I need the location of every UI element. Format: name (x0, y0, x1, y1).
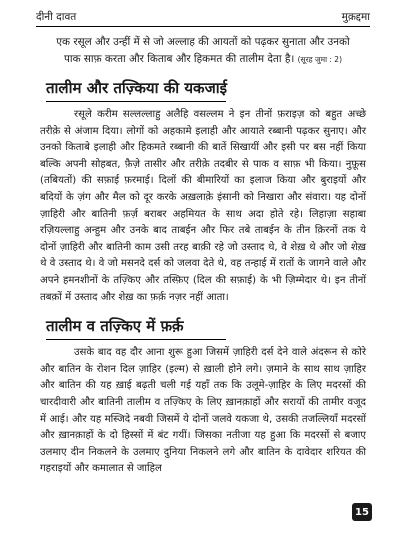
page-number: 15 (355, 506, 369, 518)
page-number-badge (352, 503, 372, 521)
header-chapter-title: मुक़द्दमा (341, 11, 370, 23)
section-title-1-underline (46, 101, 226, 102)
page-header (36, 8, 370, 27)
section-title-1 (40, 78, 366, 102)
section-title-2-text: तालीम व तज़्किए में फ़र्क़ (46, 317, 184, 336)
section-title-2-underline (46, 339, 226, 340)
quote-reference: (सूरह जुमा : 2) (297, 55, 343, 64)
quran-quote (40, 34, 366, 68)
quote-text: एक रसूल और उन्हीं में से जो अल्लाह की आयतों को पढ़कर सुनाता और उनको पाक साफ़ करता और किताब और हिकमत की तालीम देता है। (56, 36, 350, 65)
page-content (40, 34, 366, 478)
section-title-1-text: तालीम और तज़्किया की यकजाई (46, 79, 227, 97)
section-1-paragraph: रसूले करीम सल्लल्लाहु अलैहि वसल्लम ने इन तीनों फ़राइज़ को बहुत अच्छे तरीक़े से अंजाम दिया। लोगों को अहकामे इलाही और आयाते रब्बानी पढ़कर सुनाए। और उनको किताबे इलाही और हिकमते रब्बानी की बातें सिखायीं और इसी पर बस नहीं किया बल्कि अपनी सोहबत, फ़ैज़े तासीर और तरीक़े तदबीर से पाक व साफ़ भी किया। नुफ़ूस (तबियतों) की सफ़ाई फ़रमाई। दिलों की बीमारियों का इलाज किया और बुराइयों और बदियों के ज़ंग और मैल को दूर करके अख़लाक़े इंसानी को निखारा और संवारा। यह दोनों ज़ाहिरी और बातिनी फ़र्ज़ बराबर अहमियत के साथ अदा होते रहे। लिहाज़ा सहाबा रज़ियल्लाहु अन्हुम और उनके बाद ताबईन और फिर तबे ताबईन के तीन क़िरनों तक ये दोनों ज़ाहिरी और बातिनी काम उसी तरह बाक़ी रहे जो उस्ताद थे, वे शेख़ थे और जो शेख़ थे वे उस्ताद थे। वे जो मसनदे दर्स को जलवा देते थे, वह तन्हाई में रातों के जागने वाले और अपने हमनशीनों के तज़्किए और तस्फ़िए (दिल की सफ़ाई) के भी ज़िम्मेदार थे। इन तीनों तबक़ों में उस्ताद और शेख़ का फ़र्क़ नज़र नहीं आता। (40, 109, 366, 303)
section-2-paragraph: उसके बाद वह दौर आना शुरू हुआ जिसमें ज़ाहिरी दर्स देने वाले अंदरून से कोरे और बातिन के रोशन दिल ज़ाहिर (इल्म) से ख़ाली होने लगे। ज़माने के साथ साथ ज़ाहिर और बातिन की यह ख़ाई बढ़ती चली गई यहाँ तक कि उलूमे-ज़ाहिर के लिए मदरसों की चारदीवारी और बातिनी तालीम व तज़्किए के लिए ख़ानक़ाहों और सरायों की तामीर वजूद में आई। और यह मस्जिदे नबवी जिसमें ये दोनों जलवे यकजा थे, उसकी तजल्लियाँ मदरसों और ख़ानक़ाहों के दो हिस्सों में बंट गयीं। जिसका नतीजा यह हुआ कि मदरसों से बजाए उलमाए दीन निकलने के उलमाए दुनिया निकलने लगे और बातिन के दावेदार शरियत की गहराइयों और कमालात से जाहिल (40, 347, 366, 475)
header-book-title: दीनी दावत (36, 11, 77, 23)
section-title-2 (40, 316, 366, 340)
